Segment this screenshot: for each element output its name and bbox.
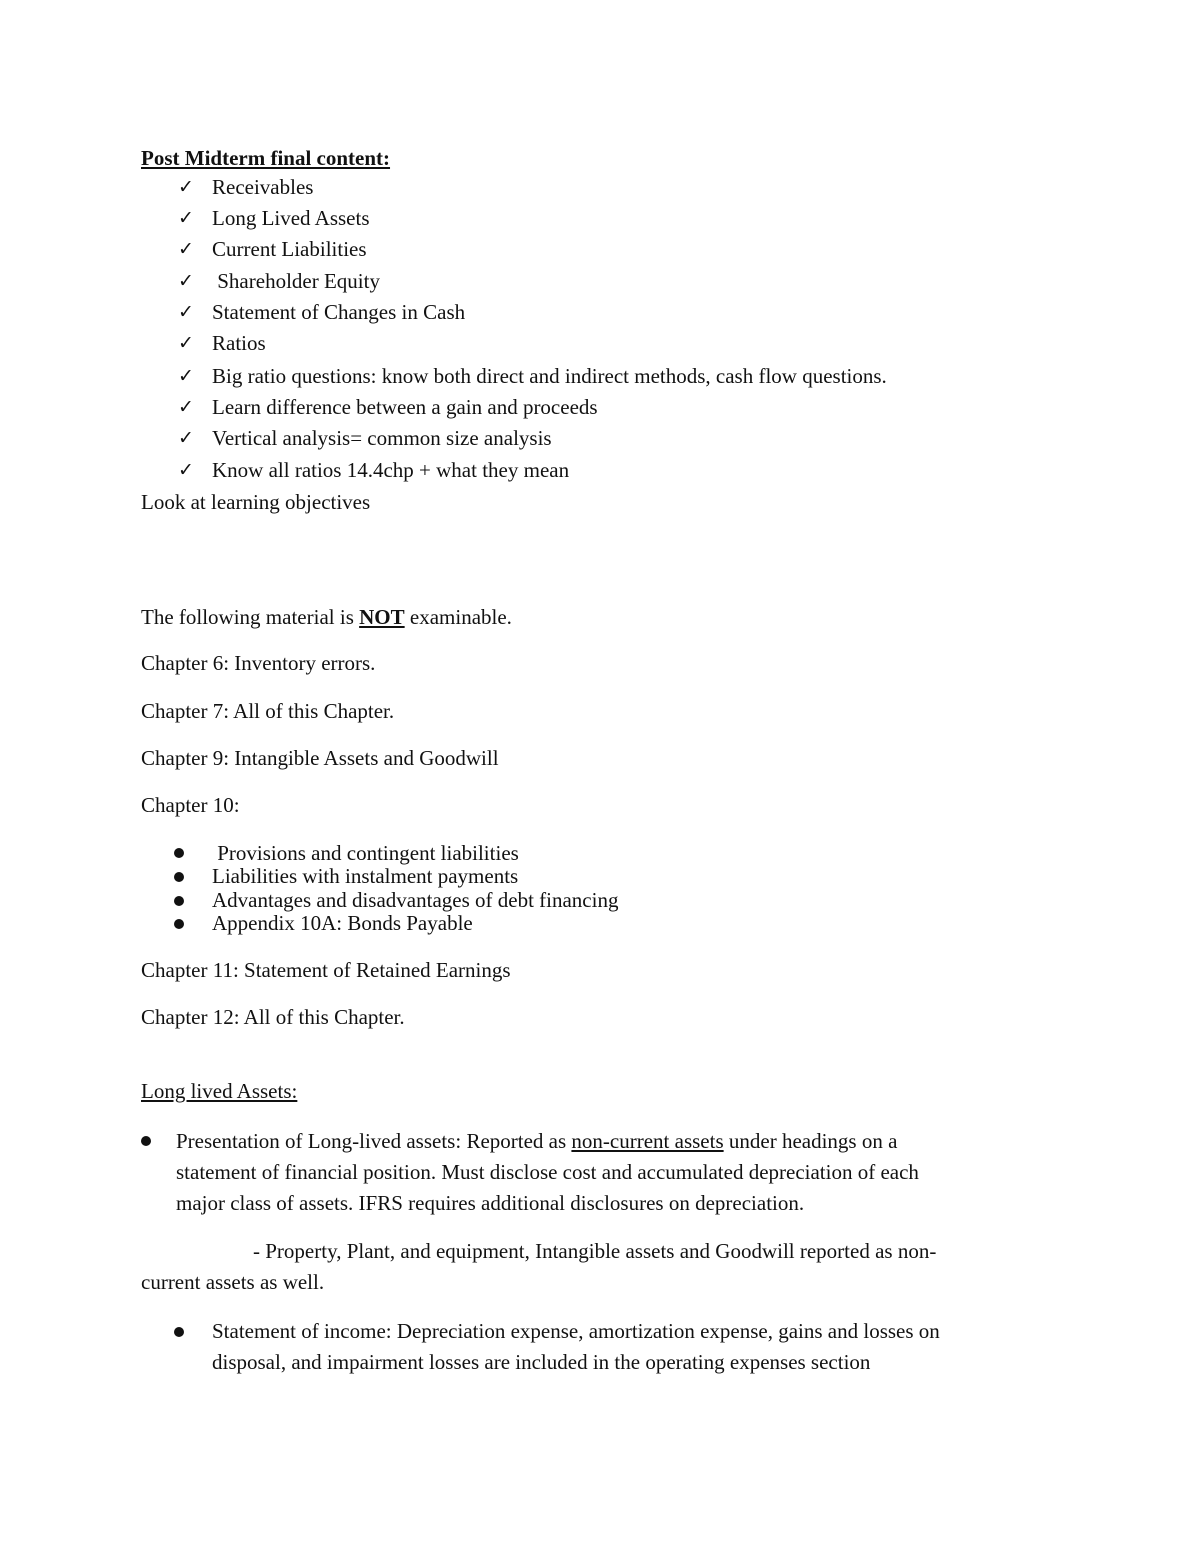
- checklist-item: Learn difference between a gain and proceeds: [212, 395, 598, 419]
- check-icon: ✓: [178, 301, 194, 323]
- bullet-icon: [174, 919, 184, 929]
- income-line-2: disposal, and impairment losses are included in the operating expenses section: [212, 1350, 871, 1374]
- chapter-9: Chapter 9: Intangible Assets and Goodwill: [141, 746, 499, 770]
- not-examinable-note: [141, 604, 512, 630]
- presentation-line-1: [176, 1128, 897, 1154]
- checklist-item: Shareholder Equity: [212, 269, 380, 293]
- bullet-icon: [174, 896, 184, 906]
- income-line-1: Statement of income: Depreciation expense, amortization expense, gains and losses on: [212, 1319, 940, 1343]
- check-icon: ✓: [178, 207, 194, 229]
- check-icon: ✓: [178, 427, 194, 449]
- bullet-icon: [174, 848, 184, 858]
- list-item: Appendix 10A: Bonds Payable: [212, 911, 473, 935]
- page-title: Post Midterm final content:: [141, 146, 391, 170]
- checklist-item: Ratios: [212, 331, 266, 355]
- check-icon: ✓: [178, 238, 194, 260]
- chapter-12: Chapter 12: All of this Chapter.: [141, 1005, 405, 1029]
- note-suffix: examinable.: [404, 605, 512, 629]
- note-emphasis: NOT: [359, 605, 405, 629]
- check-icon: ✓: [178, 459, 194, 481]
- check-icon: ✓: [178, 176, 194, 198]
- checklist-item: Long Lived Assets: [212, 206, 370, 230]
- checklist-item: Receivables: [212, 175, 314, 199]
- list-item: Provisions and contingent liabilities: [212, 841, 519, 865]
- checklist-item: Know all ratios 14.4chp + what they mean: [212, 458, 570, 482]
- check-icon: ✓: [178, 332, 194, 354]
- presentation-underlined: non-current assets: [571, 1129, 724, 1153]
- chapter-10: Chapter 10:: [141, 793, 240, 817]
- ppe-line-1: - Property, Plant, and equipment, Intangible assets and Goodwill reported as non-: [253, 1239, 937, 1263]
- check-icon: ✓: [178, 396, 194, 418]
- presentation-suffix: under headings on a: [723, 1129, 898, 1153]
- ppe-line-2: current assets as well.: [141, 1270, 325, 1294]
- check-icon: ✓: [178, 365, 194, 387]
- check-icon: ✓: [178, 270, 194, 292]
- list-item: Advantages and disadvantages of debt financing: [212, 888, 619, 912]
- presentation-line-3: major class of assets. IFRS requires additional disclosures on depreciation.: [176, 1191, 805, 1215]
- presentation-prefix: Presentation of Long-lived assets: Reported as: [176, 1129, 572, 1153]
- section-heading-long-lived: Long lived Assets:: [141, 1079, 298, 1103]
- note-prefix: The following material is: [141, 605, 360, 629]
- presentation-line-2: statement of financial position. Must disclose cost and accumulated depreciation of each: [176, 1160, 919, 1184]
- checklist-item: Statement of Changes in Cash: [212, 300, 466, 324]
- checklist-item: Vertical analysis= common size analysis: [212, 426, 552, 450]
- chapter-11: Chapter 11: Statement of Retained Earnings: [141, 958, 511, 982]
- checklist-item: Current Liabilities: [212, 237, 367, 261]
- chapter-7: Chapter 7: All of this Chapter.: [141, 699, 395, 723]
- bullet-icon: [174, 872, 184, 882]
- look-at-objectives: Look at learning objectives: [141, 490, 371, 514]
- bullet-icon: [174, 1327, 184, 1337]
- chapter-6: Chapter 6: Inventory errors.: [141, 651, 376, 675]
- list-item: Liabilities with instalment payments: [212, 864, 519, 888]
- checklist-item: Big ratio questions: know both direct and indirect methods, cash flow questions.: [212, 364, 887, 388]
- bullet-icon: [141, 1136, 151, 1146]
